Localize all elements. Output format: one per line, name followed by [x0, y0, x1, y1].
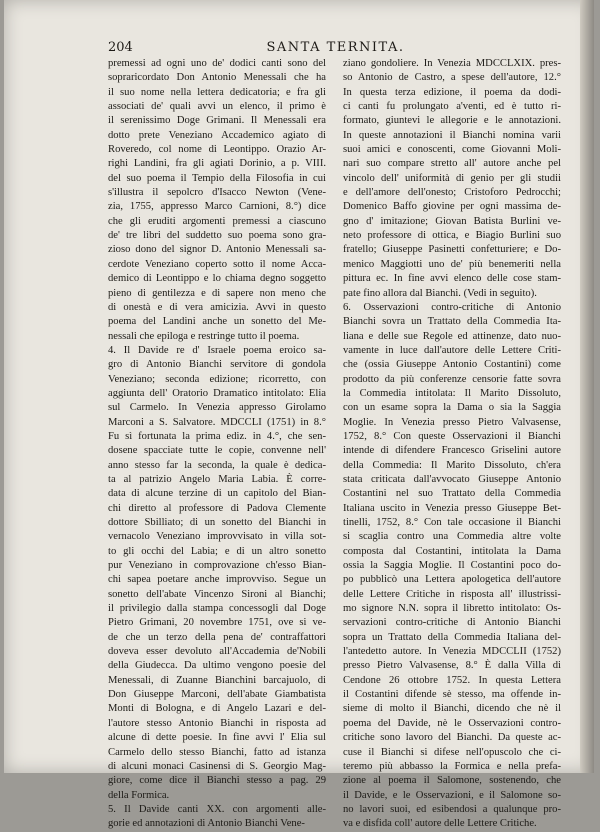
text-line: Veneziano; seconda edizione; ricorretto, con — [108, 373, 326, 385]
text-line: il serenissimo Doge Grimani. Il Menessali era — [108, 115, 326, 127]
text-line: demico di Leontippo e lo chiama degno soggetto — [108, 273, 326, 285]
text-line: si scaglia contro una Commedia altre volte — [343, 531, 561, 543]
text-line: zione al poema il Salomone, sostenendo, che — [343, 775, 561, 787]
text-line: intende di difendere Francesco Griselini autore — [343, 445, 561, 457]
text-line: doveva esser devoluto all'Accademia de'Nobili — [108, 646, 326, 658]
text-line: s'illustra il sepolcro d'Isacco Newton (Vene- — [108, 187, 326, 199]
text-line: to gli occhi del Labia; e di un altro sonetto — [108, 545, 326, 557]
text-line: zia, 1755, appresso Marco Carnioni, 8.°) dice — [108, 201, 326, 213]
text-line: righi Landini, fra gli agiati Dorinio, a p. VIII. — [108, 158, 326, 170]
text-line: anno stesso far la seconda, la quale è dedica- — [108, 459, 326, 471]
text-line: Cendone 26 ottobre 1752. In questa Lettera — [343, 674, 561, 686]
text-line: dottore Sbilliato; di un sonetto del Bianchi in — [108, 517, 326, 528]
text-line: sul Carmelo. In Venezia appresso Girolamo — [108, 402, 326, 414]
text-line: gorie ed annotazioni di Antonio Bianchi Vene- — [108, 818, 305, 830]
text-line: 1752, 8.° Con queste Osservazioni il Bianchi — [343, 430, 561, 442]
text-line: dotto prete Veneziano Accademico agiato di — [108, 129, 326, 141]
text-line: suoi amici e conoscenti, come Giovanni Moli- — [343, 144, 561, 156]
text-line: poema del Landini anche un sonetto del Me- — [108, 316, 326, 328]
text-line: del suo poema il Tempio della Filosofia in cui — [108, 172, 326, 184]
text-line: della Commedia: Il Marito Dissoluto, ch'era — [343, 459, 561, 471]
text-line: il privilegio dalla stampa concessogli dal Doge — [108, 603, 326, 615]
text-line: pate fino allora dal Bianchi. (Vedi in seguito). — [343, 287, 537, 299]
text-line: nari suo compare stretto all' autore anche pel — [343, 158, 561, 170]
text-line: so Antonio de Castro, a spese dell'autore, 12.° — [343, 72, 561, 84]
text-line: cerdote Veneziano coperto sotto il nome Acca- — [108, 258, 326, 270]
text-line: di alcuni monaci Casinensi di S. Georgio Mag- — [108, 760, 326, 772]
text-line: Bianchi sovra un Trattato della Commedia Ita- — [343, 316, 561, 328]
text-line: vamente in luce dall'autore delle Lettere Criti- — [343, 344, 561, 356]
text-line: vincolo dell' uniformità di genio per gli studii — [343, 172, 561, 184]
text-line: Don Giuseppe Marconi, dell'abate Giambatista — [108, 689, 326, 701]
text-line: Monti di Bologna, e di Angelo Lazari e del- — [108, 703, 326, 715]
text-line: data di alcune terzine di un capitolo del Bian- — [108, 488, 326, 500]
text-line: stata criticata dall'avvocato Giuseppe Antonio — [343, 473, 561, 485]
page-number: 204 — [108, 40, 133, 55]
text-line: 6. Osservazioni contro-critiche di Antonio — [343, 301, 561, 313]
text-line: della Giudecca. Da ultimo vengono poesie del — [108, 660, 326, 672]
text-line: l'antedetto autore. In Venezia MDCCLII (1752) — [343, 646, 561, 658]
text-line: sieme di molto il Bianchi, dicendo che nè il — [343, 703, 561, 715]
running-title: SANTA TERNITA. — [266, 40, 405, 55]
text-line: gno d' imitazione; Giovan Batista Burlini ve- — [343, 215, 561, 227]
text-line: zioso dono del signor D. Antonio Menessali sa- — [108, 244, 326, 256]
text-line: sopraricordato Don Antonio Menessali che ha — [108, 72, 326, 84]
text-line: Marconi a S. Salvatore. MDCCLI (1751) in 8.° — [108, 416, 326, 428]
text-line: giore, come dice il Bianchi stesso a pag. 29 — [108, 775, 326, 787]
text-line: menico Maggiotti uno de' più benemeriti nella — [343, 258, 561, 270]
text-line: alcune di dette poesie. In fine avvi l' Elia sul — [108, 732, 326, 744]
text-line: pur Veneziano in comprovazione ch'esso Bian- — [108, 560, 326, 572]
right-text-column — [343, 57, 561, 832]
text-line: composta dal Costantini, intitolata la Dama — [343, 545, 561, 557]
text-line: Moglie. In Venezia presso Pietro Valvasense, — [343, 416, 561, 428]
text-line: servazioni contro-critiche di Antonio Bianchi — [343, 617, 561, 629]
text-line: Carmelo dello stesso Bianchi, fatto ad istanza — [108, 746, 326, 758]
page-gutter-shadow — [580, 0, 594, 773]
text-line: pittura ec. In fine avvi elenco delle cose stam- — [343, 273, 561, 285]
book-page — [4, 0, 594, 830]
text-line: pieno di gentilezza e di sapere non meno che — [108, 287, 326, 299]
text-line: 5. Il Davide canti XX. con argomenti alle- — [108, 803, 326, 815]
text-line: la Commedia intitolata: Il Marito Dissoluto, — [343, 387, 561, 399]
text-line: aggiunta dell' Oratorio Dramatico intitolato: Elia — [108, 387, 326, 399]
text-line: associati de' quali avvi un elenco, il primo è — [108, 101, 326, 113]
text-line: sopra un Trattato della Commedia Italiana del- — [343, 631, 561, 643]
text-line: Fu sì fortunata la prima ediz. in 4.°, che sen- — [108, 430, 326, 442]
text-line: ossia la Saggia Moglie. Il Costantini poco do- — [343, 560, 561, 572]
text-line: delle Lettere Critiche in risposta all' illustrissi- — [343, 588, 561, 600]
text-line: de che un terzo della pena de' contraffattori — [108, 631, 326, 643]
text-line: Pietro Grimani, 20 novembre 1751, ove si ve- — [108, 617, 326, 629]
text-line: Roveredo, col nome di Leontippo. Orazio Ar- — [108, 144, 326, 156]
text-line: va e disfida coll' autore delle Lettere Critiche. — [343, 818, 537, 830]
text-line: po pubblicò una Lettera apologetica dell'autore — [343, 574, 561, 586]
text-line: tinelli, 1752, 8.° Con tale occasione il Bianchi — [343, 517, 561, 528]
text-line: 4. Il Davide re d' Israele poema eroico sa- — [108, 344, 326, 356]
text-line: presso Pietro Valvasense, 8.° È dalla Villa di — [343, 660, 561, 672]
text-line: e dell'amore dell'onesto; Cristoforo Pedrocchi; — [343, 187, 561, 199]
text-line: cuse il Bianchi si difese nell'opuscolo che ci- — [343, 746, 561, 758]
text-line: Menessali, di Zuanne Bianchini barcajuolo, di — [108, 674, 326, 686]
text-line: Italiana uscito in Venezia presso Giuseppe Bet- — [343, 502, 561, 514]
text-line: ta al patrizio Angelo Maria Labia. È corre- — [108, 473, 326, 485]
text-line: con un esame sopra la Dama o sia la Saggia — [343, 402, 561, 414]
text-line: no lavori suoi, ed esibendosi a qualunque pro- — [343, 803, 561, 815]
text-line: ziano gondoliere. In Venezia MDCCLXIX. pres- — [343, 58, 561, 69]
text-line: che gli eruditi argomenti premessi a ciascuno — [108, 215, 326, 227]
text-line: liana e delle sue Regole ed attinenze, dato nuo- — [343, 330, 561, 342]
text-line: della Formica. — [108, 789, 170, 801]
text-line: mo signore N.N. sopra il libretto intitolato: Os- — [343, 603, 561, 615]
text-line: di onestà e di vera amicizia. Avvi in questo — [108, 301, 326, 313]
text-line: nessali che epiloga e restringe tutto il poema. — [108, 330, 300, 342]
text-line: formato, giuntevi le allegorie e le annotazioni. — [343, 115, 561, 127]
text-line: gro di Antonio Bianchi servitore di gondola — [108, 359, 326, 371]
left-text-column — [108, 57, 326, 832]
text-line: sonetto dell'abate Vincenzo Sironi al Bianchi; — [108, 588, 326, 600]
text-line: l'autore stesso Antonio Bianchi in risposta ad — [108, 717, 326, 729]
page-header — [108, 40, 563, 56]
text-line: ci canti fu prolungato a'venti, ed è tutto ri- — [343, 101, 561, 113]
text-line: In queste annotazioni il Bianchi nomina varii — [343, 129, 561, 141]
text-line: premessi ad ogni uno de' dodici canti sono del — [108, 58, 326, 69]
text-line: dosene spacciate tutte le copie, convenne nell' — [108, 445, 326, 457]
text-line: che (ossia Giuseppe Antonio Costantini) come — [343, 359, 561, 371]
text-line: il suo nome nella lettera dedicatoria; e fra gli — [108, 86, 326, 98]
text-line: prodotto da più conferenze censorie fatte sovra — [343, 373, 561, 385]
text-line: Domenico Baffo giovine per ogni massima de- — [343, 201, 561, 213]
text-line: il Costantini difende sè stesso, ma offende in- — [343, 689, 561, 701]
text-line: Costantini nel suo Trattato della Commedia — [343, 488, 561, 500]
text-line: fratello; Giuseppe Pasinetti confetturiere; e Do- — [343, 244, 561, 256]
text-line: chi sapea poetare anche improvviso. Segue un — [108, 574, 326, 586]
text-line: critiche sono lavoro del Bianchi. Da queste ac- — [343, 732, 561, 744]
text-line: poema del Davide, nè le Osservazioni contro- — [343, 717, 561, 729]
text-line: neto professore di ottica, e Biagio Burlini suo — [343, 230, 561, 242]
text-line: il Davide, e le Osservazioni, e il Salomone so- — [343, 789, 561, 801]
text-line: In questa terza edizione, il poema da dodi- — [343, 86, 561, 98]
text-line: teremo più abbasso la Formica e nella prefa- — [343, 760, 561, 772]
text-line: de' tre libri del suddetto suo poema sono gra- — [108, 230, 326, 242]
text-line: vernacolo Veneziano improvvisato in villa sot- — [108, 531, 326, 543]
text-line: chi diretto al professore di Padova Clemente — [108, 502, 326, 514]
